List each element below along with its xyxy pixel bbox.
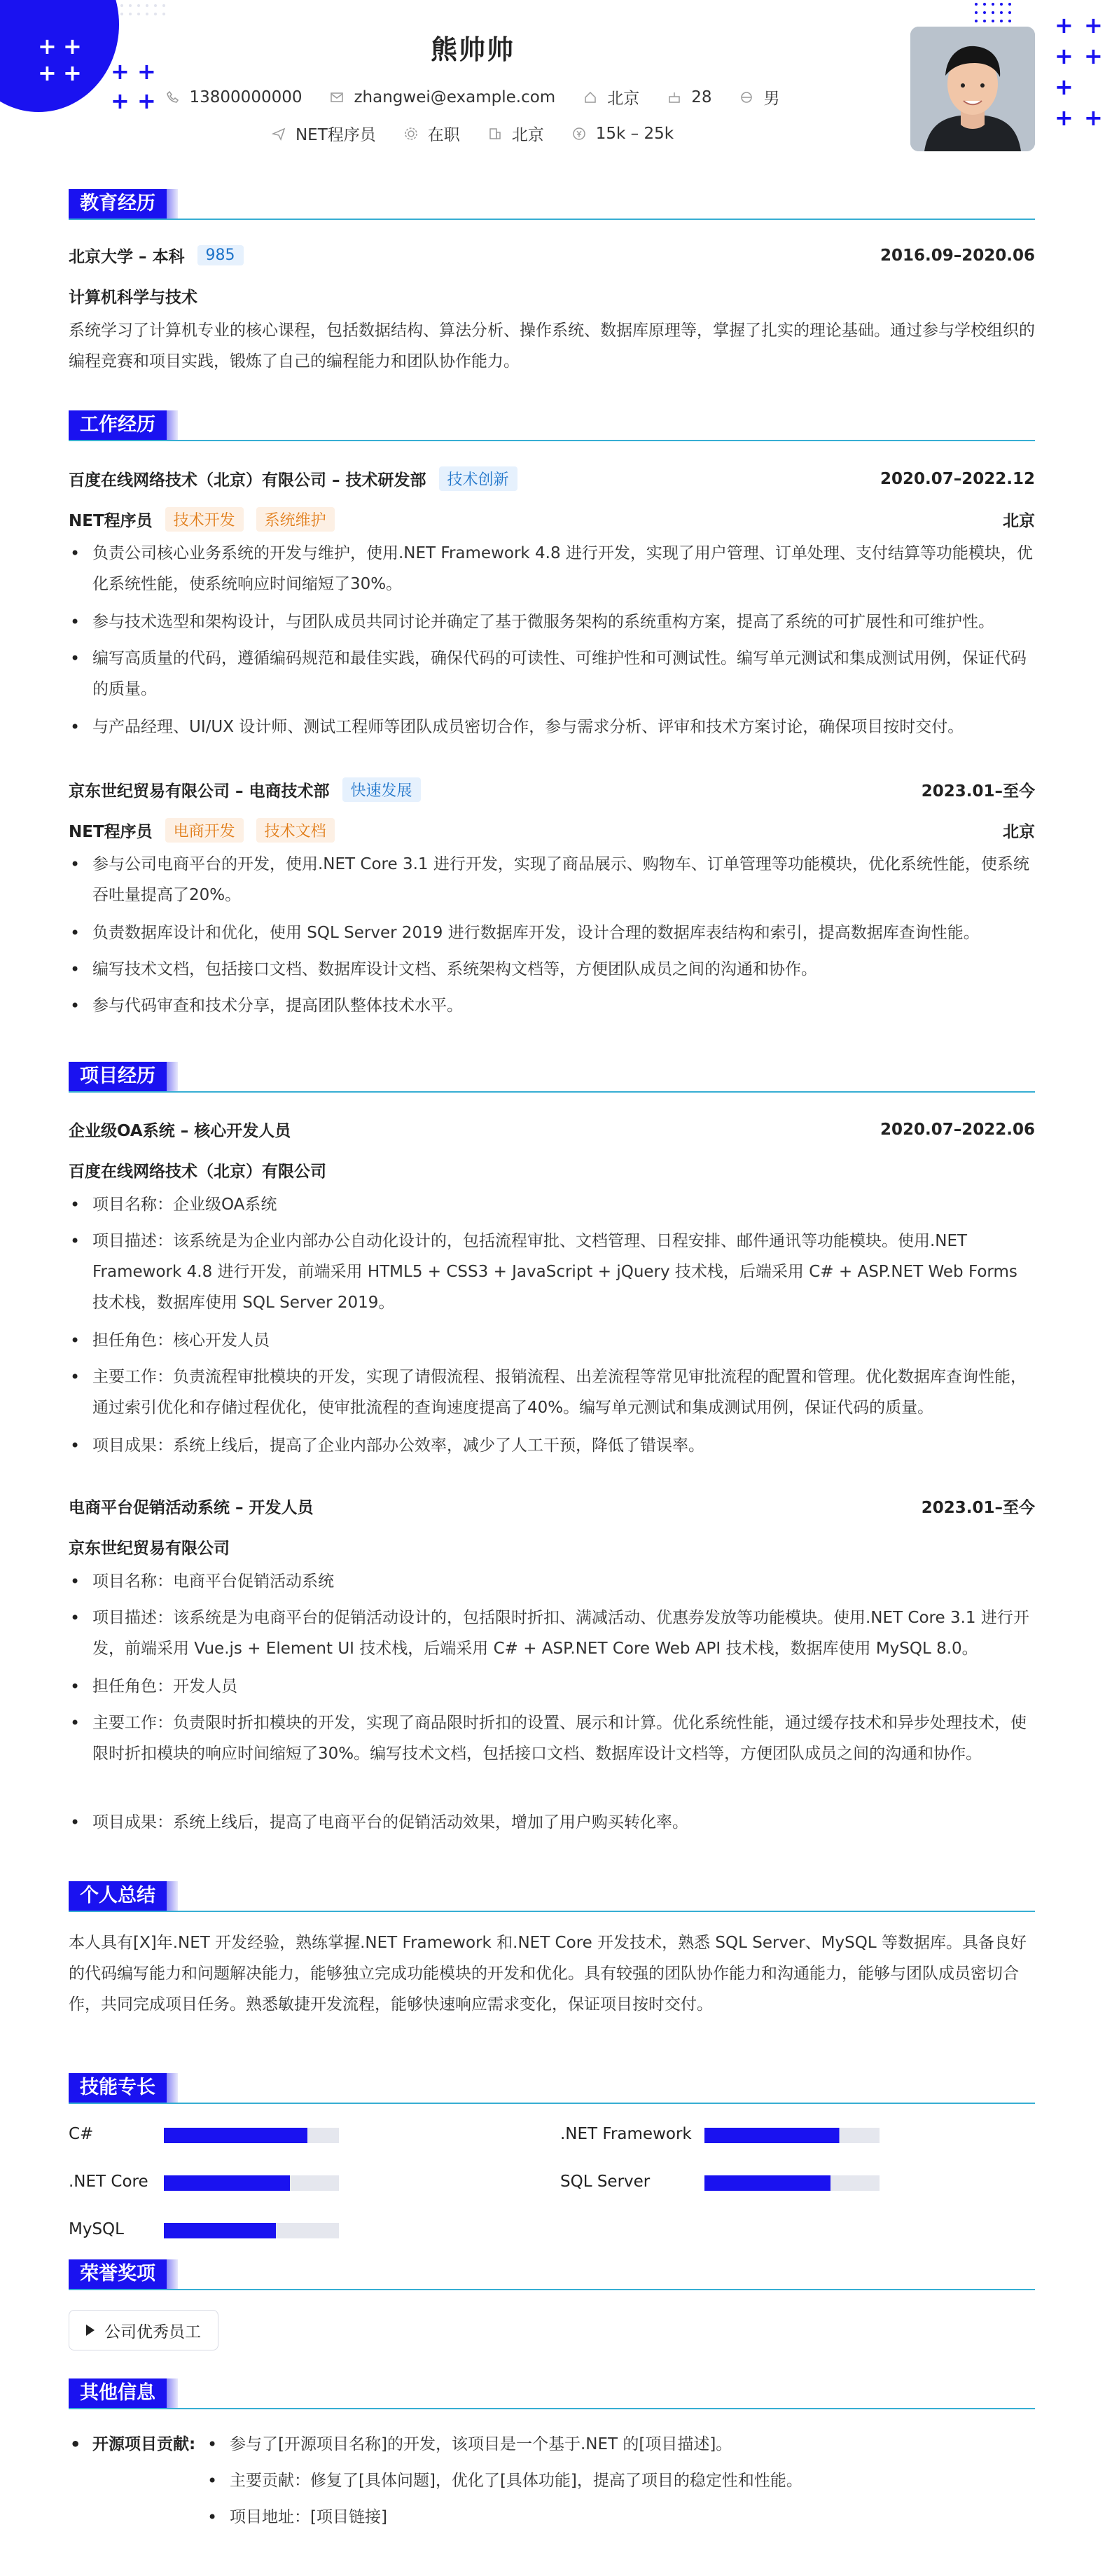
section-header xyxy=(69,1881,1035,1912)
gender-item: 男 xyxy=(739,85,779,109)
section-title: 个人总结 xyxy=(69,1881,167,1911)
building-icon xyxy=(488,127,502,141)
project-company: 百度在线网络技术（北京）有限公司 xyxy=(69,1163,326,1181)
phone-item: 13800000000 xyxy=(166,88,303,106)
work-company-row xyxy=(69,466,1035,491)
work-section xyxy=(69,410,1035,1015)
salary-item: 15k – 25k xyxy=(572,125,674,143)
other-section xyxy=(69,2378,1035,2561)
section-header xyxy=(69,410,1035,441)
school-tag: 985 xyxy=(197,245,244,265)
section-title: 荣誉奖项 xyxy=(69,2259,167,2289)
section-header xyxy=(69,2259,1035,2290)
plus-icon: + xyxy=(1055,74,1073,100)
skill-bar xyxy=(704,2175,880,2191)
role-tag: 系统维护 xyxy=(256,507,335,532)
plus-icon: + xyxy=(137,88,156,114)
list-item: • 主要工作：负责流程审批模块的开发，实现了请假流程、报销流程、出差流程等常见审批流程的配置和管理。优化数据库查询性能，通过索引优化和存储过程优化，使审批流程的查询速度提高了40%。编写单元测试和集成测试用例，保证代码的质量。 xyxy=(69,1362,1035,1423)
awards-section xyxy=(69,2259,1035,2357)
work-date: 2020.07–2022.12 xyxy=(880,469,1035,488)
plus-icon: + xyxy=(111,88,130,114)
summary-text: 本人具有[X]年.NET 开发经验，熟练掌握.NET Framework 和.NET Core 开发技术，熟悉 SQL Server、MySQL 等数据库。具备良好的代码编写能力和问题解决能力，能够独立完成功能模块的开发和优化。具有较强的团队协作能力和沟通能力，能够与团队成员密切合作，共同完成项目任务。熟悉敏捷开发流程，能够快速响应需求变化，保证项目按时交付。 xyxy=(69,1934,1027,2014)
project-title: 企业级OA系统 – 核心开发人员 xyxy=(69,1122,291,1140)
skill-bar xyxy=(164,2128,339,2143)
list-item: • 负责数据库设计和优化，使用 SQL Server 2019 进行数据库开发，设计合理的数据库表结构和索引，提高数据库查询性能。 xyxy=(69,917,1035,948)
company: 百度在线网络技术（北京）有限公司 – 技术研发部 xyxy=(69,471,426,490)
skill-name: C# xyxy=(69,2125,94,2143)
phone-icon xyxy=(166,90,180,104)
section-title: 其他信息 xyxy=(69,2378,167,2408)
education-desc: 系统学习了计算机专业的核心课程，包括数据结构、算法分析、操作系统、数据库原理等，掌握了扎实的理论基础。通过参与学校组织的编程竞赛和项目实践，锻炼了自己的编程能力和团队协作能力。 xyxy=(69,321,1035,371)
mail-icon xyxy=(330,90,344,104)
work-city: 北京 xyxy=(1003,512,1035,530)
section-header xyxy=(69,189,1035,220)
list-item: • 项目描述：该系统是为企业内部办公自动化设计的，包括流程审批、文档管理、日程安排、邮件通讯等功能模块。使用.NET Framework 4.8 进行开发，前端采用 HTML5 + CSS3 + JavaScript + jQuery 技术栈，后端采用 C# + ASP.NET Web Forms 技术栈，数据库使用 SQL Server 2019。 xyxy=(69,1226,1035,1318)
list-item: • 项目地址：[项目链接] xyxy=(206,2502,1035,2533)
job-item: NET程序员 xyxy=(272,122,376,145)
decor-dots xyxy=(120,4,171,21)
list-item: • 编写高质量的代码，遵循编码规范和最佳实践，确保代码的可读性、可维护性和可测试性。编写单元测试和集成测试用例，保证代码的质量。 xyxy=(69,643,1035,705)
list-item: • 与产品经理、UI/UX 设计师、测试工程师等团队成员密切合作，参与需求分析、评审和技术方案讨论，确保项目按时交付。 xyxy=(69,712,1035,742)
target-city-item: 北京 xyxy=(488,122,544,145)
skill-bar xyxy=(704,2128,880,2143)
list-item: • 主要工作：负责限时折扣模块的开发，实现了商品限时折扣的设置、展示和计算。优化系统性能，通过缓存技术和异步处理技术，使限时折扣模块的响应时间缩短了30%。编写技术文档，包括接口文档、数据库设计文档等，方便团队成员之间的沟通和协作。 xyxy=(69,1708,1035,1769)
summary-section xyxy=(69,1881,1035,2014)
education-section xyxy=(69,189,1035,371)
list-item: • 项目描述：该系统是为电商平台的促销活动设计的，包括限时折扣、满减活动、优惠券发放等功能模块。使用.NET Core 3.1 进行开发，前端采用 Vue.js + Element UI 技术栈，后端采用 C# + ASP.NET Core Web API 技术栈，数据库使用 MySQL 8.0。 xyxy=(69,1602,1035,1664)
plus-icon: + xyxy=(1084,104,1103,131)
list-item: • 编写技术文档，包括接口文档、数据库设计文档、系统架构文档等，方便团队成员之间的沟通和协作。 xyxy=(69,954,1035,985)
work-company-row xyxy=(69,777,1035,802)
work-role-row xyxy=(69,818,1035,843)
section-title: 工作经历 xyxy=(69,410,167,440)
section-header xyxy=(69,1062,1035,1093)
company-tag: 技术创新 xyxy=(439,466,517,491)
plus-icon: + xyxy=(137,58,156,85)
avatar xyxy=(910,27,1035,151)
education-row xyxy=(69,244,1035,267)
plus-icon: + xyxy=(63,33,82,60)
education-date: 2016.09–2020.06 xyxy=(880,246,1035,265)
plus-icon: + xyxy=(1084,43,1103,69)
award-item[interactable]: 公司优秀员工 xyxy=(69,2310,218,2350)
project-date: 2020.07–2022.06 xyxy=(880,1120,1035,1139)
home-icon xyxy=(583,90,597,104)
status-item: 在职 xyxy=(404,122,460,145)
work-city: 北京 xyxy=(1003,823,1035,841)
list-item: • 项目名称：企业级OA系统 xyxy=(69,1189,1035,1220)
cake-icon xyxy=(667,90,681,104)
other-label: • 开源项目贡献: xyxy=(69,2429,223,2460)
list-item: • 项目成果：系统上线后，提高了企业内部办公效率，减少了人工干预，降低了错误率。 xyxy=(69,1430,1035,1461)
list-item: • 主要贡献：修复了[具体问题]，优化了[具体功能]，提高了项目的稳定性和性能。 xyxy=(206,2465,1035,2496)
section-header xyxy=(69,2073,1035,2104)
role-tag: 电商开发 xyxy=(165,818,244,843)
play-icon xyxy=(86,2325,95,2336)
project-title-row xyxy=(69,1118,1035,1141)
resume-name: 熊帅帅 xyxy=(430,34,515,65)
company: 京东世纪贸易有限公司 – 电商技术部 xyxy=(69,782,330,801)
list-item: • 项目名称：电商平台促销活动系统 xyxy=(69,1566,1035,1597)
role: NET程序员 xyxy=(69,512,153,530)
company-tag: 快速发展 xyxy=(342,777,421,802)
list-item: • 担任角色：开发人员 xyxy=(69,1671,1035,1702)
money-icon xyxy=(572,127,586,141)
skill-name: MySQL xyxy=(69,2220,124,2238)
job-row xyxy=(0,122,945,145)
send-icon xyxy=(272,127,286,141)
section-title: 教育经历 xyxy=(69,189,167,219)
gender-icon xyxy=(739,90,753,104)
list-item: • 参与技术选型和架构设计，与团队成员共同讨论并确定了基于微服务架构的系统重构方案，提高了系统的可扩展性和可维护性。 xyxy=(69,607,1035,637)
plus-icon: + xyxy=(38,60,57,86)
skill-bar xyxy=(164,2223,339,2238)
section-title: 项目经历 xyxy=(69,1062,167,1091)
role: NET程序员 xyxy=(69,823,153,841)
projects-section xyxy=(69,1062,1035,1831)
section-title: 技能专长 xyxy=(69,2073,167,2103)
list-item: • 项目成果：系统上线后，提高了电商平台的促销活动效果，增加了用户购买转化率。 xyxy=(69,1807,1035,1838)
contact-row xyxy=(0,85,945,109)
plus-icon: + xyxy=(1084,12,1103,39)
age-item: 28 xyxy=(667,88,711,106)
work-date: 2023.01–至今 xyxy=(921,782,1035,801)
role-tag: 技术文档 xyxy=(256,818,335,843)
list-item: • 参与了[开源项目名称]的开发，该项目是一个基于.NET 的[项目描述]。 xyxy=(206,2429,1035,2460)
school: 北京大学 – 本科 xyxy=(69,248,185,266)
list-item: • 参与代码审查和技术分享，提高团队整体技术水平。 xyxy=(69,990,1035,1021)
city-item: 北京 xyxy=(583,85,639,109)
list-item: • 负责公司核心业务系统的开发与维护，使用.NET Framework 4.8 进行开发，实现了用户管理、订单处理、支付结算等功能模块，优化系统性能，使系统响应时间缩短了30%。 xyxy=(69,538,1035,600)
project-title: 电商平台促销活动系统 – 开发人员 xyxy=(69,1499,314,1517)
plus-icon: + xyxy=(1055,12,1073,39)
list-item: • 参与公司电商平台的开发，使用.NET Core 3.1 进行开发，实现了商品展示、购物车、订单管理等功能模块，优化系统性能，使系统吞吐量提高了20%。 xyxy=(69,849,1035,910)
list-item: • 担任角色：核心开发人员 xyxy=(69,1325,1035,1356)
plus-icon: + xyxy=(38,33,57,60)
major: 计算机科学与技术 xyxy=(69,289,197,307)
skill-name: SQL Server xyxy=(560,2173,651,2191)
plus-icon: + xyxy=(1055,104,1073,131)
skills-section xyxy=(69,2073,1035,2255)
decor-dots xyxy=(975,3,1017,28)
plus-icon: + xyxy=(111,58,130,85)
plus-icon: + xyxy=(1055,43,1073,69)
project-title-row xyxy=(69,1495,1035,1518)
work-role-row xyxy=(69,507,1035,532)
section-header xyxy=(69,2378,1035,2409)
gear-icon xyxy=(404,127,418,141)
plus-icon: + xyxy=(63,60,82,86)
skill-bar xyxy=(164,2175,339,2191)
skill-name: .NET Framework xyxy=(560,2125,692,2143)
email-item: zhangwei@example.com xyxy=(330,88,555,106)
skill-name: .NET Core xyxy=(69,2173,148,2191)
role-tag: 技术开发 xyxy=(165,507,244,532)
project-date: 2023.01–至今 xyxy=(921,1499,1035,1517)
project-company: 京东世纪贸易有限公司 xyxy=(69,1539,230,1558)
